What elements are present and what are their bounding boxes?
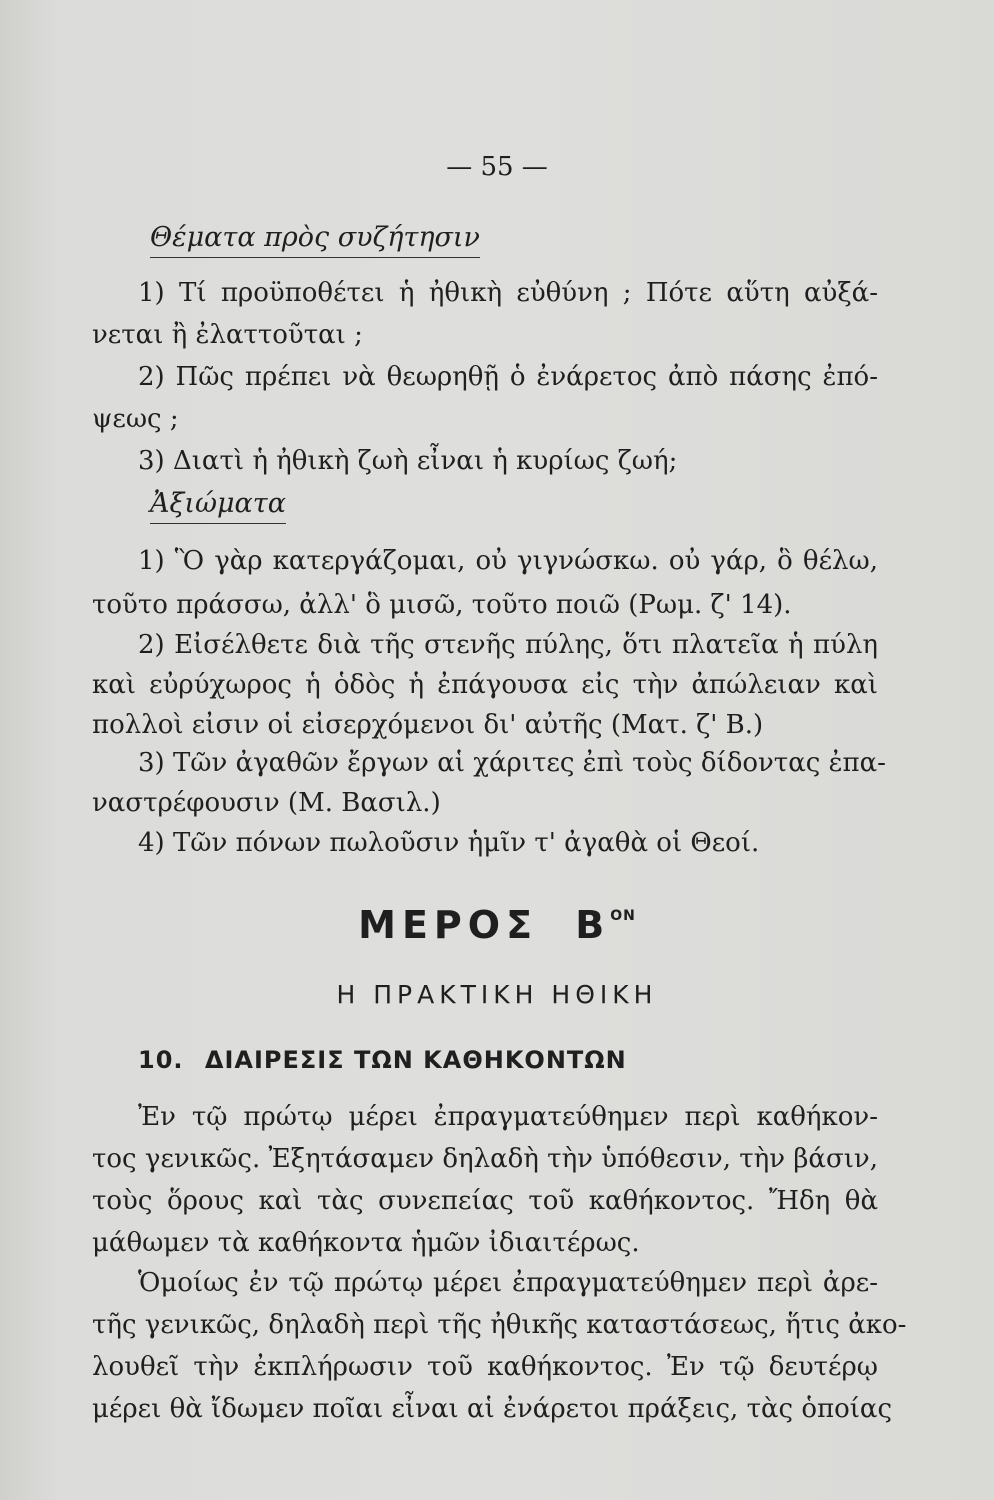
discussion-line: ψεως ; — [92, 404, 179, 434]
part-number-letter: Β — [575, 903, 611, 947]
page-number: — 55 — — [446, 152, 548, 182]
discussion-line: νεται ἢ ἐλαττοῦται ; — [92, 320, 363, 350]
chapter-number: 10. — [138, 1046, 184, 1074]
body-line: Ὁμοίως ἐν τῷ πρώτῳ μέρει ἐπραγματεύθημεν περὶ ἀρε- — [138, 1268, 878, 1298]
section-heading-axioms-text: Ἀξιώματα — [150, 488, 286, 524]
body-line: τοὺς ὅρους καὶ τὰς συνεπείας τοῦ καθήκοντος. Ἤδη θὰ — [92, 1186, 878, 1216]
part-number-suffix: ΟΝ — [610, 908, 636, 924]
axiom-line: ναστρέφουσιν (Μ. Βασιλ.) — [92, 788, 441, 818]
section-heading-discussion-text: Θέματα πρὸς συζήτησιν — [150, 222, 480, 258]
chapter-title: ΔΙΑΙΡΕΣΙΣ ΤΩΝ ΚΑΘΗΚΟΝΤΩΝ — [204, 1046, 627, 1074]
axiom-line: 1) Ὃ γὰρ κατεργάζομαι, οὐ γιγνώσκω. οὐ γάρ, ὃ θέλω, — [138, 546, 878, 576]
discussion-line: 1) Τί προϋποθέτει ἡ ἠθικὴ εὐθύνη ; Πότε αὕτη αὐξά- — [138, 278, 878, 308]
body-line: μάθωμεν τὰ καθήκοντα ἡμῶν ἰδιαιτέρως. — [92, 1228, 640, 1258]
body-line: μέρει θὰ ἴδωμεν ποῖαι εἶναι αἱ ἐνάρετοι πράξεις, τὰς ὁποίας — [92, 1394, 893, 1424]
body-line: τος γενικῶς. Ἐξητάσαμεν δηλαδὴ τὴν ὑπόθεσιν, τὴν βάσιν, — [92, 1144, 878, 1174]
axiom-line: καὶ εὐρύχωρος ἡ ὁδὸς ἡ ἐπάγουσα εἰς τὴν ἀπώλειαν καὶ — [92, 670, 878, 700]
part-subtitle: Η ΠΡΑΚΤΙΚΗ ΗΘΙΚΗ — [336, 980, 658, 1009]
body-line: Ἐν τῷ πρώτῳ μέρει ἐπραγματεύθημεν περὶ καθήκον- — [138, 1102, 878, 1132]
section-heading-axioms — [150, 488, 286, 524]
part-title — [0, 903, 994, 947]
body-line: τῆς γενικῶς, δηλαδὴ περὶ τῆς ἠθικῆς καταστάσεως, ἥτις ἀκο- — [92, 1310, 907, 1340]
body-line: λουθεῖ τὴν ἐκπλήρωσιν τοῦ καθήκοντος. Ἐν τῷ δευτέρῳ — [92, 1352, 878, 1382]
axiom-line: τοῦτο πράσσω, ἀλλ' ὃ μισῶ, τοῦτο ποιῶ (Ρωμ. ζ' 14). — [92, 590, 792, 620]
discussion-line: 2) Πῶς πρέπει νὰ θεωρηθῇ ὁ ἐνάρετος ἀπὸ πάσης ἐπό- — [138, 362, 878, 392]
discussion-line: 3) Διατὶ ἡ ἠθικὴ ζωὴ εἶναι ἡ κυρίως ζωή; — [138, 446, 678, 476]
axiom-line: πολλοὶ εἰσιν οἱ εἰσερχόμενοι δι' αὐτῆς (Ματ. ζ' Β.) — [92, 710, 764, 740]
chapter-heading — [138, 1046, 627, 1074]
axiom-line: 2) Εἰσέλθετε διὰ τῆς στενῆς πύλης, ὅτι πλατεῖα ἡ πύλη — [138, 630, 878, 660]
section-heading-discussion — [150, 222, 480, 258]
part-number — [575, 903, 636, 947]
part-title-word: ΜΕΡΟΣ — [358, 903, 539, 947]
axiom-line: 4) Τῶν πόνων πωλοῦσιν ἡμῖν τ' ἀγαθὰ οἱ Θεοί. — [138, 828, 760, 858]
axiom-line: 3) Τῶν ἀγαθῶν ἔργων αἱ χάριτες ἐπὶ τοὺς δίδοντας ἐπα- — [138, 748, 886, 778]
